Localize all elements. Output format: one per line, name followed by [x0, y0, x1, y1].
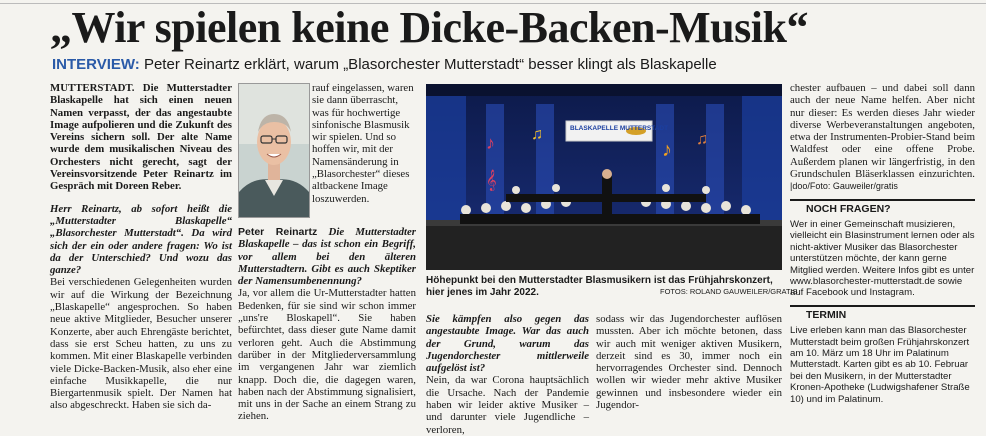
portrait-caption: Peter Reinartz [238, 226, 318, 238]
event-box-rule [790, 305, 975, 307]
article-column-5 [790, 82, 975, 405]
interview-answer-3: Nein, da war Corona hauptsächlich die Ursache. Nach der Pandemie haben wir leider aktive Musiker – und darunter viele Jugendliche – verloren, [426, 374, 589, 436]
svg-text:♪: ♪ [486, 133, 495, 153]
interview-answer-2: Ja, vor allem die Ur-Mutterstadter hatten Bedenken, für sie sind wir schon immer „uns're Bloskapell“. Sie haben befürchtet, dass dieser gute Name damit verloren geht. Auch die Abstimmung darüber in der Mitgliederversammlung im vergangenen Jahr war ziemlich knapp. Doch die, die dagegen waren, haben nach der Abstimmung signalisiert, mit uns in der Sache an einem Strang zu ziehen. [238, 287, 416, 423]
info-box-rule [790, 199, 975, 201]
interview-question-2: Die Mutterstadter Blaskapelle – das ist schon ein Begriff, vor allem bei den älteren Mutterstadtern. Gibt es auch Skeptiker der Namensumbenennung? [238, 226, 417, 288]
interview-answer-3-end: chester aufbauen – und dabei soll dann auch der neue Name helfen. Aber nicht nur dieser: Es werden dieses Jahr wieder diverse Werbeveranstaltungen angeboten, etwa der Instrumenten-Probier-Stand beim Waldfest oder eine offene Probe. Außerdem planen wir längerfristig, in den Grundschulen Bläserklassen einzurichten. [790, 82, 975, 181]
article-column-1 [50, 82, 232, 412]
article-column-4 [596, 313, 782, 411]
headline: „Wir spielen keine Dicke-Backen-Musik“ [50, 3, 808, 52]
event-box-text: Live erleben kann man das Blasorchester Mutterstadt beim großen Frühjahrskonzert am 10. März um 18 Uhr im Palatinum Mutterstadt. Karten gibt es ab 10. Februar bei den Musikern, in der Mutterstadter Kronen-Apotheke (Ludwigshafener Straße 10) und im Palatinum. [790, 325, 970, 405]
article-column-2 [238, 226, 416, 423]
article-column-2-top [312, 82, 416, 205]
stage-banner-text: BLASKAPELLE MUTTERSTADT [570, 125, 669, 132]
svg-text:𝄞: 𝄞 [486, 170, 497, 190]
event-box-title: TERMIN [806, 308, 847, 321]
svg-text:♫: ♫ [696, 131, 708, 148]
portrait-photo [238, 83, 310, 218]
interview-answer-1-cont: rauf eingelassen, waren sie dann überrascht, was für hochwertige sinfonische Blasmusik wir spielen. Und so hoffen wir, mit der Namensänderung in „Blasorchester“ dieses altbackene Image loszuwerden. [312, 82, 414, 205]
svg-text:♪: ♪ [662, 139, 672, 161]
lead-paragraph: MUTTERSTADT. Die Mutterstadter Blaskapelle hat sich einen neuen Namen verpasst, der das angestaubte Image aufpolieren und die Zukunft des Vereins sichern soll. Der alte Name wurde dem musikalischen Niveau des Orchesters nicht gerecht, sagt der Vereinsvorsitzende Peter Reinartz im Gespräch mit Doreen Reber. [50, 82, 232, 193]
interview-answer-3-cont: sodass wir das Jugendorchester auflösen mussten. Aber ich möchte betonen, dass wir auch mit weniger aktiven Musikern, derzeit sind es 30, immer noch ein hervorragendes Orchester sind. Dennoch wollen wir wieder mehr aktive Musiker gewinnen und insbesondere wieder ein Jugendor- [596, 313, 782, 412]
photo-caption: Höhepunkt bei den Mutterstadter Blasmusikern ist das Frühjahrskonzert, hier jenes im Jahr 2022. [426, 275, 773, 298]
article-column-3 [426, 313, 589, 436]
concert-photo [426, 84, 782, 270]
info-box-text: Wer in einer Gemeinschaft musizieren, vielleicht ein Blasinstrument lernen oder als nicht-aktiver Musiker das Blasorchester unterstützen möchte, der kann gerne Mitglied werden. Weitere Infos gibt es unter www.blasorchester-mutterstadt.de sowie auf Facebook und Instagram. [790, 218, 975, 299]
interview-question-1: Herr Reinartz, ab sofort heißt die „Mutterstadter Blaskapelle“ „Blasorchester Mutterstadt“. Da wird sich der ein oder andere fragen: Wo ist da der Unterschied? Und wozu das ganze? [50, 202, 232, 277]
info-box-title: NOCH FRAGEN? [806, 202, 891, 215]
photo-credit: FOTOS: ROLAND GAUWEILER/GRATIS [660, 287, 798, 296]
interview-answer-1: Bei verschiedenen Gelegenheiten wurden wir auf die Wirkung der Bezeichnung „Blaskapelle“ angesprochen. So haben neue aktive Mitglieder, Besucher unserer Konzerte, aber auch Ehrengäste berichtet, dass sie erst Scheu hatten, zu uns zu kommen. Mit einer Blaskapelle verbinden viele Dicke-Backen-Musik, also eher eine einfache Musikkapelle, die nur Biergartenmusik spielt. Der Namen hat also abgeschreckt. Haben sie sich da- [50, 276, 232, 412]
subline [52, 56, 717, 74]
interview-question-3: Sie kämpfen also gegen das angestaubte Image. War das auch der Grund, warum das Jugendorchester mittlerweile aufgelöst ist? [426, 313, 589, 375]
subline-kicker: INTERVIEW: [52, 56, 140, 73]
subline-text: Peter Reinartz erklärt, warum „Blasorchester Mutterstadt“ besser klingt als Blaskapelle [139, 56, 717, 73]
svg-text:♫: ♫ [531, 126, 543, 143]
byline: |doo/Foto: Gauweiler/gratis [790, 181, 898, 192]
